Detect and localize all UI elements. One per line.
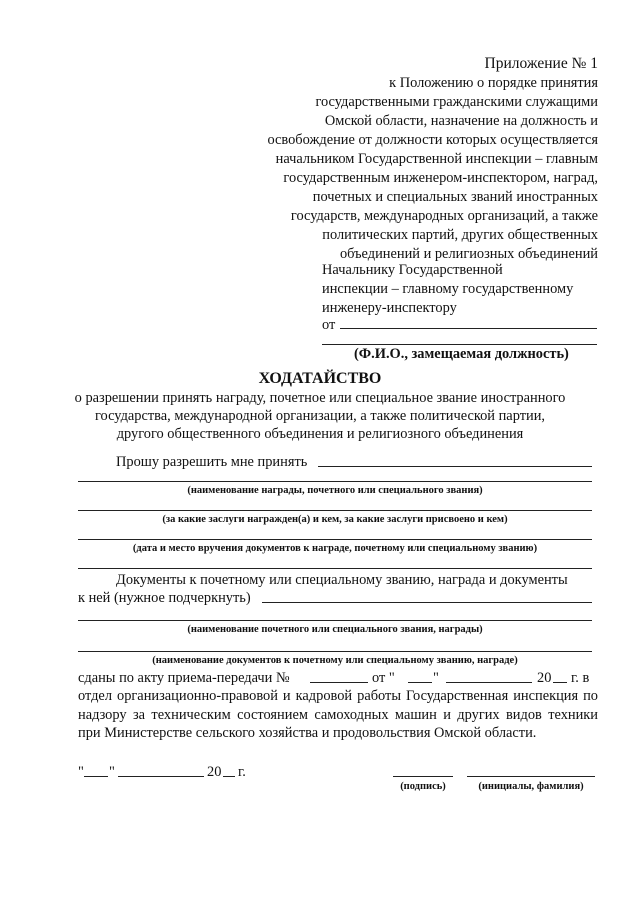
subtitle-line-2: государства, международной организации, а также политической партии,: [95, 408, 545, 424]
appendix-line-10: объединений и религиозных объединений: [339, 246, 598, 262]
appendix-line-7: почетных и специальных званий иностранных: [312, 189, 598, 205]
footer-year-prefix: 20: [207, 764, 222, 780]
subtitle-line-1: о разрешении принять награду, почетное или специальное звание иностранного: [74, 390, 566, 406]
footer-year-suffix: г.: [238, 764, 246, 780]
documents-line-2: к ней (нужное подчеркнуть): [78, 590, 251, 606]
appendix-line-5: начальником Государственной инспекции – главным: [275, 151, 598, 167]
signature-caption: (подпись): [400, 781, 446, 792]
act-number-field[interactable]: [310, 682, 368, 683]
department-text: отдел организационно-правовой и кадровой работы Государственная инспекция по надзору за техническим состоянием самоходных машин и других видов техники при Министерстве сельского хозяйства и продовольствия Омской области.: [78, 688, 598, 741]
appendix-line-3: Омской области, назначение на должность и: [324, 113, 598, 129]
addressee-from-label: от: [322, 317, 336, 333]
documents-line-1: Документы к почетному или специальному званию, награда и документы: [116, 572, 568, 588]
documents-name-field[interactable]: [78, 651, 592, 652]
caption-title-award: (наименование почетного или специального звания, награды): [187, 624, 483, 635]
request-text: Прошу разрешить мне принять: [116, 454, 308, 470]
initials-caption: (инициалы, фамилия): [478, 781, 584, 792]
subtitle-line-3: другого общественного объединения и религиозного объединения: [116, 426, 524, 442]
footer-month-field[interactable]: [118, 776, 204, 777]
addressee-line-3: инженеру-инспектору: [322, 300, 457, 316]
addressee-line-1: Начальнику Государственной: [322, 262, 503, 278]
caption-date-place: (дата и место вручения документов к награде, почетному или специальному званию): [132, 543, 538, 554]
handover-year-prefix: 20: [537, 670, 552, 686]
date-place-field-line-2[interactable]: [78, 568, 592, 569]
footer-close-quote: ": [109, 764, 115, 780]
handover-quote-close: ": [433, 670, 439, 686]
footer-open-quote: ": [78, 764, 84, 780]
handover-year-field[interactable]: [553, 682, 567, 683]
appendix-line-9: политических партий, других общественных: [322, 227, 598, 243]
addressee-from-field[interactable]: [340, 328, 597, 329]
document-heading: ХОДАТАЙСТВО: [258, 370, 382, 387]
addressee-fio-caption: (Ф.И.О., замещаемая должность): [354, 346, 569, 362]
appendix-line-6: государственным инженером-инспектором, наград,: [283, 170, 598, 186]
handover-day-field[interactable]: [408, 682, 432, 683]
appendix-line-2: государственными гражданскими служащими: [315, 94, 598, 110]
handover-month-field[interactable]: [446, 682, 532, 683]
date-place-field[interactable]: [78, 539, 592, 540]
merits-field[interactable]: [78, 510, 592, 511]
addressee-line-2: инспекции – главному государственному: [322, 281, 574, 297]
caption-documents: (наименование документов к почетному или специальному званию, награде): [152, 655, 518, 666]
appendix-title: Приложение № 1: [484, 55, 598, 72]
caption-award-name: (наименование награды, почетного или специального звания): [187, 485, 483, 496]
documents-field[interactable]: [262, 602, 592, 603]
initials-field[interactable]: [467, 776, 595, 777]
handover-prefix: сданы по акту приема-передачи №: [78, 670, 290, 686]
appendix-line-4: освобождение от должности которых осуществляется: [267, 132, 598, 148]
documents-field-line-2[interactable]: [78, 620, 592, 621]
caption-merits: (за какие заслуги награжден(а) и кем, за какие заслуги присвоено и кем): [162, 514, 508, 525]
appendix-line-8: государств, международных организаций, а также: [290, 208, 598, 224]
appendix-line-1: к Положению о порядке принятия: [389, 75, 598, 91]
award-name-field[interactable]: [318, 466, 592, 467]
signature-field[interactable]: [393, 776, 453, 777]
footer-year-field[interactable]: [223, 776, 235, 777]
footer-day-field[interactable]: [84, 776, 108, 777]
handover-from: от ": [372, 670, 395, 686]
award-name-field-line-2[interactable]: [78, 481, 592, 482]
handover-year-suffix: г. в: [571, 670, 590, 686]
